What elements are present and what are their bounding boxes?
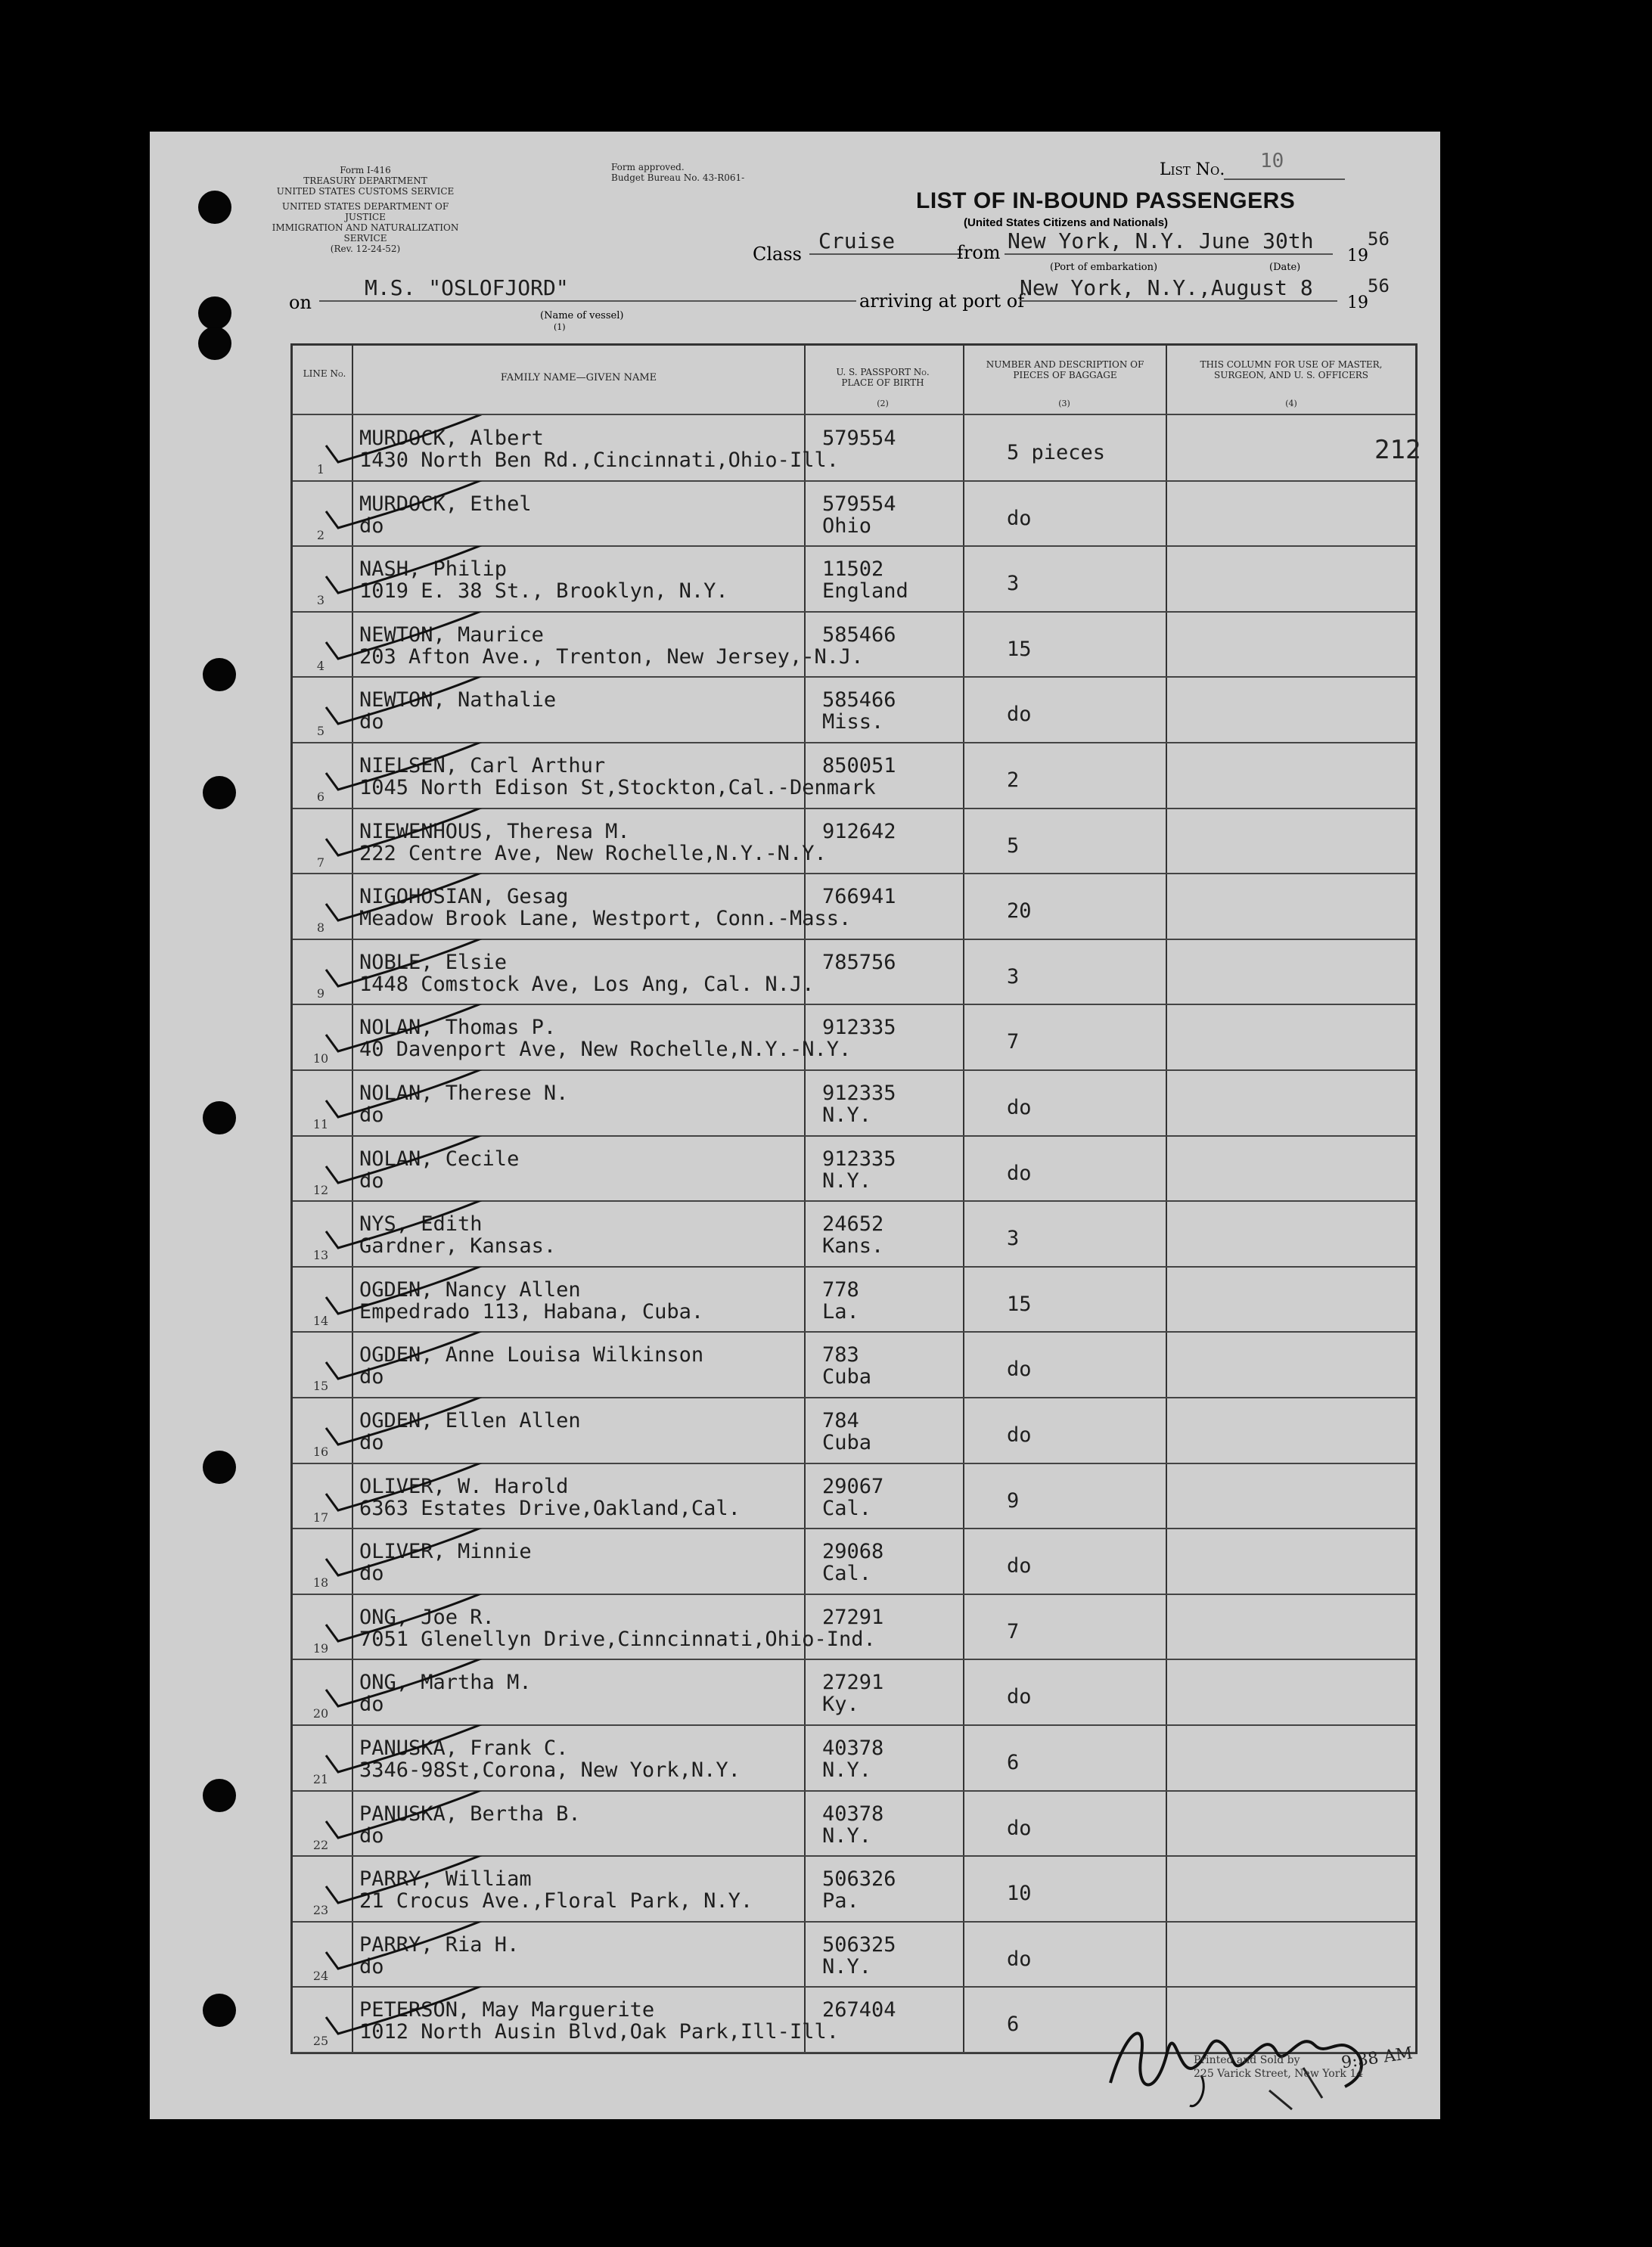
baggage-count: 2: [1007, 768, 1020, 792]
passport-entry: [822, 1016, 896, 1038]
line-number: 1: [316, 462, 325, 476]
baggage-count: do: [1007, 506, 1032, 530]
passenger-address: 3346-98St,Corona, New York,N.Y.: [359, 1758, 741, 1782]
line-number: 9: [316, 985, 325, 1001]
binder-hole: [203, 776, 236, 809]
passenger-entry: [359, 1999, 839, 2043]
passport-entry: [822, 1868, 896, 1912]
passport-entry: [822, 624, 896, 646]
passport-number: 267404: [822, 1998, 896, 2022]
passport-entry: [822, 689, 896, 733]
passenger-name: MURDOCK, Albert: [359, 427, 544, 450]
passport-entry: [822, 1934, 896, 1978]
binder-hole: [198, 191, 231, 224]
line-number: 23: [312, 1903, 329, 1918]
line-number: 22: [312, 1837, 329, 1852]
passport-number: 850051: [822, 754, 896, 777]
passenger-name: NIEWENHOUS, Theresa M.: [359, 819, 630, 843]
passport-entry: [822, 558, 908, 602]
date-caption: (Date): [1269, 262, 1301, 273]
baggage-count: 6: [1007, 2013, 1020, 2037]
passport-number: 27291: [822, 1671, 884, 1695]
binder-hole: [203, 1779, 236, 1812]
from-label: from: [957, 242, 1001, 263]
baggage-count: 10: [1007, 1882, 1032, 1906]
passenger-name: NOLAN, Cecile: [359, 1147, 520, 1171]
col-header-passport: U. S. PASSPORT No. PLACE OF BIRTH: [836, 367, 930, 388]
department-justice: UNITED STATES DEPARTMENT OF JUSTICE: [281, 201, 449, 222]
passport-number: 506326: [822, 1867, 896, 1892]
passenger-address: do: [359, 1365, 384, 1389]
line-number: 19: [312, 1640, 329, 1656]
binder-hole: [203, 1101, 236, 1134]
place-of-birth: N.Y.: [822, 1758, 872, 1782]
list-no-label: List No.: [1160, 160, 1225, 179]
passenger-name: NEWTON, Maurice: [359, 622, 544, 647]
table-row: [293, 415, 1415, 481]
passport-number: 912642: [822, 819, 896, 843]
passport-entry: [822, 427, 896, 449]
place-of-birth: N.Y.: [822, 1823, 872, 1848]
table-row: [293, 1136, 1415, 1202]
passport-number: 912335: [822, 1016, 896, 1040]
passport-entry: [822, 1606, 883, 1628]
form-revision: (Rev. 12-24-52): [330, 244, 401, 254]
passenger-entry: [359, 1016, 851, 1060]
passenger-entry: [359, 689, 556, 733]
place-of-birth: Cal.: [822, 1496, 872, 1520]
baggage-count: 3: [1007, 572, 1020, 596]
passenger-name: ONG, Joe R.: [359, 1605, 495, 1629]
line-number: 17: [312, 1510, 329, 1525]
baggage-count: do: [1007, 1096, 1032, 1119]
passenger-name: NASH, Philip: [359, 557, 508, 582]
passport-number: 585466: [822, 622, 896, 647]
passenger-table: [290, 343, 1421, 2054]
arrival-value: New York, N.Y.,August 8: [1020, 275, 1337, 302]
baggage-count: do: [1007, 1161, 1032, 1185]
passenger-address: 6363 Estates Drive,Oakland,Cal.: [359, 1496, 741, 1520]
table-row: [293, 743, 1415, 808]
passenger-name: NOLAN, Therese N.: [359, 1082, 569, 1105]
passport-entry: [822, 1476, 883, 1519]
passenger-name: OLIVER, W. Harold: [359, 1474, 569, 1498]
baggage-count: 5 pieces: [1007, 441, 1106, 464]
line-number: 21: [312, 1772, 329, 1786]
table-row: [293, 1463, 1415, 1529]
passenger-entry: [359, 1541, 532, 1584]
passport-number: 785756: [822, 950, 896, 974]
passenger-entry: [359, 1868, 753, 1912]
printer-line-2: 225 Varick Street, New York 14: [1194, 2068, 1364, 2080]
table-row: [293, 546, 1415, 612]
binder-hole: [198, 327, 231, 360]
passenger-address: do: [359, 1169, 384, 1193]
baggage-count: 7: [1007, 1619, 1020, 1643]
class-label: Class: [753, 244, 802, 265]
passenger-entry: [359, 493, 532, 537]
passport-number: 585466: [822, 688, 896, 712]
passenger-name: OGDEN, Ellen Allen: [359, 1409, 581, 1432]
place-of-birth: Ky.: [822, 1693, 859, 1717]
passport-entry: [822, 1737, 883, 1781]
department-customs: UNITED STATES CUSTOMS SERVICE: [276, 186, 455, 197]
passenger-entry: [359, 1671, 532, 1715]
passenger-address: do: [359, 1431, 384, 1454]
passenger-address: do: [359, 1954, 384, 1979]
passenger-address: do: [359, 514, 384, 538]
passport-number: 579554: [822, 492, 896, 516]
embarkation-caption: (Port of embarkation): [1050, 262, 1158, 273]
line-number: 15: [312, 1379, 329, 1394]
officer-note: 212: [1374, 435, 1421, 465]
passport-entry: [822, 1999, 896, 2021]
passenger-address: 7051 Glenellyn Drive,Cinncinnati,Ohio-Ind.: [359, 1627, 876, 1651]
table-row: [293, 1267, 1415, 1333]
passenger-entry: [359, 1082, 568, 1126]
passport-number: 40378: [822, 1802, 884, 1826]
arriving-label: arriving at port of: [859, 290, 1025, 312]
department-treasury: TREASURY DEPARTMENT: [303, 175, 427, 186]
passport-number: 27291: [822, 1605, 884, 1629]
line-number: 2: [316, 527, 325, 542]
table-row: [293, 808, 1415, 874]
passenger-address: do: [359, 1823, 384, 1848]
vessel-caption-number: (1): [554, 322, 566, 332]
table-row: [293, 1659, 1415, 1725]
table-row: [293, 1004, 1415, 1070]
line-number: 4: [316, 658, 325, 673]
on-label: on: [289, 292, 312, 313]
passport-number: 784: [822, 1409, 859, 1432]
passenger-name: NOLAN, Thomas P.: [359, 1016, 557, 1040]
line-number: 25: [312, 2034, 329, 2049]
place-of-birth: Miss.: [822, 710, 884, 734]
line-number: 11: [312, 1117, 329, 1131]
passenger-entry: [359, 1213, 556, 1257]
passenger-address: do: [359, 710, 384, 734]
binder-hole: [203, 658, 236, 691]
baggage-count: 15: [1007, 637, 1032, 661]
place-of-birth: Ohio: [822, 514, 872, 538]
budget-bureau: Budget Bureau No. 43-R061-: [611, 172, 745, 183]
time-stamp: 9:38 AM: [1340, 2044, 1414, 2073]
passport-number: 778: [822, 1277, 859, 1302]
passenger-entry: [359, 821, 827, 864]
passenger-entry: [359, 1148, 519, 1192]
line-number: 5: [316, 724, 325, 739]
passport-entry: [822, 1541, 883, 1584]
passenger-entry: [359, 755, 876, 799]
passenger-name: NOBLE, Elsie: [359, 950, 508, 974]
passenger-entry: [359, 1606, 876, 1650]
passenger-entry: [359, 1476, 741, 1519]
passenger-address: 1045 North Edison St,Stockton,Cal.-Denmark: [359, 776, 876, 799]
table-row: [293, 1529, 1415, 1594]
form-approved: Form approved.: [611, 162, 685, 172]
passport-entry: [822, 1671, 883, 1715]
line-number: 7: [316, 855, 325, 870]
passenger-name: OGDEN, Nancy Allen: [359, 1277, 581, 1302]
passenger-address: do: [359, 1693, 384, 1717]
table-row: [293, 1922, 1415, 1988]
baggage-count: do: [1007, 1816, 1032, 1840]
passport-number: 912335: [822, 1082, 896, 1105]
baggage-count: 3: [1007, 1227, 1020, 1251]
passenger-address: 1448 Comstock Ave, Los Ang, Cal. N.J.: [359, 972, 815, 996]
col-number-2: (2): [877, 399, 889, 408]
place-of-birth: Cuba: [822, 1365, 872, 1389]
passenger-entry: [359, 1934, 519, 1978]
table-row: [293, 939, 1415, 1005]
baggage-count: do: [1007, 1423, 1032, 1447]
passenger-entry: [359, 624, 863, 668]
col-header-baggage: NUMBER AND DESCRIPTION OF PIECES OF BAGGAGE: [986, 359, 1144, 380]
table-row: [293, 1070, 1415, 1136]
passenger-name: OLIVER, Minnie: [359, 1540, 532, 1564]
printer-line-1: Printed and Sold by: [1194, 2054, 1300, 2066]
baggage-count: 3: [1007, 964, 1020, 988]
baggage-count: do: [1007, 1554, 1032, 1578]
passenger-entry: [359, 1344, 703, 1388]
passenger-address: 222 Centre Ave, New Rochelle,N.Y.-N.Y.: [359, 841, 827, 865]
passenger-name: PETERSON, May Marguerite: [359, 1998, 655, 2022]
passenger-entry: [359, 1737, 741, 1781]
line-number: 8: [316, 920, 325, 936]
col-number-4: (4): [1285, 399, 1297, 408]
passenger-address: 203 Afton Ave., Trenton, New Jersey,-N.J.: [359, 644, 864, 669]
vessel-caption: (Name of vessel): [540, 310, 624, 321]
table-row: [293, 1201, 1415, 1267]
passport-entry: [822, 1803, 883, 1847]
passenger-name: NEWTON, Nathalie: [359, 688, 557, 712]
passenger-address: 1430 North Ben Rd.,Cincinnati,Ohio-Ill.: [359, 448, 839, 472]
list-no-underline: [1224, 178, 1345, 180]
passenger-name: PARRY, William: [359, 1867, 532, 1892]
list-no-value: 10: [1260, 150, 1284, 172]
table-row: [293, 1791, 1415, 1857]
passenger-entry: [359, 1279, 703, 1323]
table-row: [293, 1725, 1415, 1791]
passenger-entry: [359, 886, 851, 930]
passenger-address: 1019 E. 38 St., Brooklyn, N.Y.: [359, 579, 728, 604]
passenger-name: PARRY, Ria H.: [359, 1932, 520, 1957]
baggage-count: 9: [1007, 1488, 1020, 1513]
table-row: [293, 677, 1415, 743]
baggage-count: 20: [1007, 899, 1032, 923]
line-number: 10: [312, 1051, 329, 1066]
passenger-name: NIELSEN, Carl Arthur: [359, 754, 606, 777]
table-row: [293, 481, 1415, 547]
passenger-name: NYS, Edith: [359, 1212, 483, 1237]
passport-number: 766941: [822, 885, 896, 909]
passenger-address: Gardner, Kansas.: [359, 1234, 557, 1259]
place-of-birth: Kans.: [822, 1234, 884, 1259]
passport-number: 579554: [822, 427, 896, 450]
passenger-name: NIGOHOSIAN, Gesag: [359, 885, 569, 909]
passenger-name: PANUSKA, Frank C.: [359, 1736, 569, 1760]
passenger-name: PANUSKA, Bertha B.: [359, 1802, 581, 1826]
passenger-address: 21 Crocus Ave.,Floral Park, N.Y.: [359, 1889, 753, 1913]
passport-number: 24652: [822, 1212, 884, 1237]
budget-block: [611, 162, 744, 183]
table-row: [293, 1332, 1415, 1398]
passenger-entry: [359, 951, 814, 995]
passport-number: 40378: [822, 1736, 884, 1760]
table-row: [293, 612, 1415, 678]
place-of-birth: N.Y.: [822, 1169, 872, 1193]
col-header-line: LINE No.: [303, 368, 346, 379]
place-of-birth: Cal.: [822, 1562, 872, 1586]
passenger-address: Empedrado 113, Habana, Cuba.: [359, 1299, 704, 1324]
place-of-birth: Pa.: [822, 1889, 859, 1913]
passport-number: 912335: [822, 1147, 896, 1171]
baggage-count: 15: [1007, 1292, 1032, 1316]
from-value: New York, N.Y. June 30th: [1005, 228, 1333, 255]
passenger-entry: [359, 1410, 581, 1454]
year-prefix-2: 19: [1347, 293, 1368, 312]
passport-entry: [822, 886, 896, 908]
vessel-name: M.S. "OSLOFJORD": [319, 275, 856, 302]
class-value: Cruise: [809, 228, 962, 255]
baggage-count: do: [1007, 1685, 1032, 1709]
col-number-3: (3): [1058, 399, 1070, 408]
col-header-officers: THIS COLUMN FOR USE OF MASTER, SURGEON, AND U. S. OFFICERS: [1200, 359, 1383, 380]
passport-number: 29068: [822, 1540, 884, 1564]
line-number: 14: [312, 1313, 329, 1328]
passport-entry: [822, 951, 896, 973]
line-number: 18: [312, 1575, 329, 1591]
passport-entry: [822, 1344, 871, 1388]
passenger-name: ONG, Martha M.: [359, 1671, 532, 1695]
place-of-birth: La.: [822, 1299, 859, 1324]
passenger-address: 40 Davenport Ave, New Rochelle,N.Y.-N.Y.: [359, 1038, 852, 1062]
form-header-block: [263, 165, 467, 254]
place-of-birth: England: [822, 579, 908, 604]
passenger-entry: [359, 558, 728, 602]
binder-hole: [203, 1994, 236, 2027]
passenger-address: do: [359, 1562, 384, 1586]
passport-entry: [822, 755, 896, 777]
passport-entry: [822, 1410, 871, 1454]
passport-number: 783: [822, 1343, 859, 1367]
page-subtitle: (United States Citizens and Nationals): [964, 216, 1169, 229]
passport-number: 11502: [822, 557, 884, 582]
table-row: [293, 1856, 1415, 1922]
passenger-name: MURDOCK, Ethel: [359, 492, 532, 516]
place-of-birth: N.Y.: [822, 1954, 872, 1979]
passenger-address: do: [359, 1103, 384, 1127]
col-header-name: FAMILY NAME—GIVEN NAME: [500, 372, 657, 383]
passport-entry: [822, 1213, 883, 1257]
passenger-address: 1012 North Ausin Blvd,Oak Park,Ill-Ill.: [359, 2020, 839, 2044]
place-of-birth: N.Y.: [822, 1103, 872, 1127]
passenger-entry: [359, 1803, 581, 1847]
year-1: 56: [1368, 228, 1390, 250]
passport-entry: [822, 1082, 896, 1126]
passport-entry: [822, 1148, 896, 1192]
baggage-count: do: [1007, 1358, 1032, 1382]
baggage-count: 5: [1007, 833, 1020, 858]
passenger-entry: [359, 427, 839, 471]
passport-entry: [822, 1279, 859, 1323]
binder-hole: [198, 296, 231, 330]
page-title: LIST OF IN-BOUND PASSENGERS: [916, 188, 1296, 213]
line-number: 12: [312, 1182, 329, 1197]
line-number: 16: [312, 1445, 329, 1459]
baggage-count: 6: [1007, 1751, 1020, 1774]
form-number: Form I-416: [340, 165, 391, 175]
year-prefix-1: 19: [1347, 247, 1368, 265]
line-number: 13: [312, 1248, 329, 1263]
line-number: 6: [316, 790, 325, 804]
passport-number: 29067: [822, 1474, 884, 1498]
place-of-birth: Cuba: [822, 1431, 872, 1454]
passport-number: 506325: [822, 1932, 896, 1957]
passenger-address: Meadow Brook Lane, Westport, Conn.-Mass.: [359, 907, 852, 931]
passenger-name: OGDEN, Anne Louisa Wilkinson: [359, 1343, 704, 1367]
baggage-count: 7: [1007, 1030, 1020, 1054]
department-immigration: IMMIGRATION AND NATURALIZATION SERVICE: [272, 222, 459, 244]
line-number: 3: [316, 593, 325, 608]
baggage-count: do: [1007, 703, 1032, 727]
table-row: [293, 874, 1415, 939]
table-row: [293, 1594, 1415, 1660]
passport-entry: [822, 821, 896, 843]
passport-entry: [822, 493, 896, 537]
year-2: 56: [1368, 275, 1390, 296]
binder-hole: [203, 1451, 236, 1484]
line-number: 24: [312, 1968, 329, 1983]
line-number: 20: [312, 1706, 329, 1721]
table-row: [293, 1398, 1415, 1463]
baggage-count: do: [1007, 1947, 1032, 1971]
document-page: [150, 132, 1440, 2119]
